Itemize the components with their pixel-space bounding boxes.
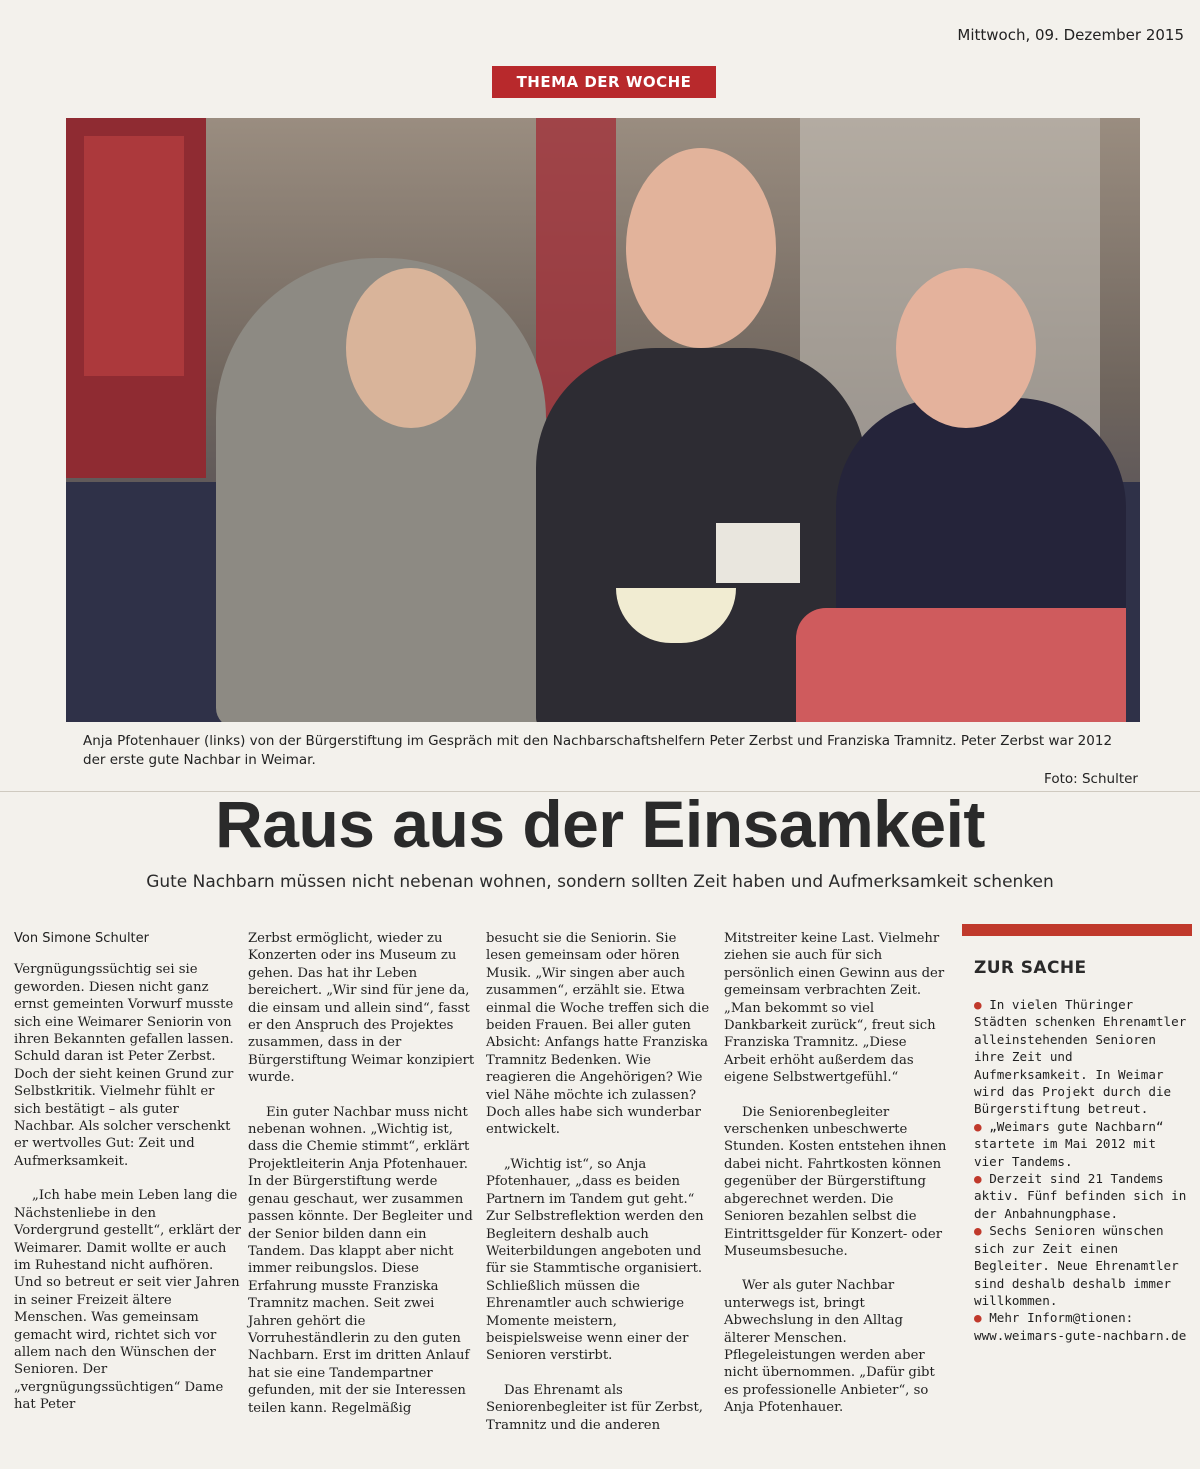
paragraph: „Ich habe mein Leben lang die Nächstenliebe in den Vordergrund gestellt“, erklärt der Weimarer. Damit wollte er auch im Ruhestand nicht aufhören. Und so betreut er seit vier Jahren in seiner Freizeit ältere Menschen. Was gemeinsam gemacht wird, richtet sich vor allem nach den Wünschen der Senioren. Der „vergnügungssüchtigen“ Dame hat Peter (14, 1188, 241, 1413)
bullet-icon: ● (974, 1171, 982, 1187)
bullet-icon: ● (974, 1310, 982, 1326)
fact-list (962, 996, 1192, 1344)
article-headline: Raus aus der Einsamkeit (215, 787, 985, 861)
fact-box-title: ZUR SACHE (974, 958, 1087, 978)
list-item: ● „Weimars gute Nachbarn“ startete im Mai 2012 mit vier Tandems. (974, 1118, 1164, 1169)
byline: Von Simone Schulter (14, 931, 149, 946)
article-column-1 (14, 930, 242, 1431)
article-photo (66, 118, 1140, 722)
photo-credit: Foto: Schulter (1044, 771, 1138, 787)
section-kicker: THEMA DER WOCHE (492, 66, 716, 98)
article-column-4 (724, 930, 952, 1434)
list-item: ● Derzeit sind 21 Tandems aktiv. Fünf befinden sich in der Anbahnungphase. (974, 1171, 1187, 1221)
list-item: ● In vielen Thüringer Städten schenken Ehrenamtler alleinstehenden Senioren ihre Zeit und Aufmerksamkeit. In Weimar wird das Projekt durch die Bürgerstiftung betreut. (974, 997, 1187, 1117)
paragraph: Wer als guter Nachbar unterwegs ist, bringt Abwechslung in den Alltag älterer Menschen. Pflegeleistungen werden aber nicht übernommen. „Dafür gibt es professionelle Anbieter“, so Anja Pfotenhauer. (724, 1278, 935, 1416)
article-column-2 (248, 930, 476, 1434)
paragraph: besucht sie die Seniorin. Sie lesen gemeinsam oder hören Musik. „Wir singen aber auch zusammen“, erzählt sie. Etwa einmal die Woche treffen sich die beiden Frauen. Bei aller guten Absicht: Anfangs hatte Franziska Tramnitz Bedenken. Wie reagieren die Angehörigen? Wie viel Nähe möchte ich zulassen? Doch alles habe sich wunderbar entwickelt. (486, 931, 710, 1138)
paragraph: Mitstreiter keine Last. Vielmehr ziehen sie auch für sich persönlich einen Gewinn aus der gemeinsam verbrachten Zeit. „Man bekommt so viel Dankbarkeit zurück“, freut sich Franziska Tramnitz. „Diese Arbeit erhöht außerdem das eigene Selbstwertgefühl.“ (724, 931, 945, 1086)
article-column-3 (486, 930, 714, 1451)
bullet-icon: ● (974, 1118, 982, 1134)
paragraph: Die Seniorenbegleiter verschenken unbeschwerte Stunden. Kosten entstehen ihnen dabei nicht. Fahrtkosten können gegenüber der Bürgerstiftung abgerechnet werden. Die Senioren bezahlen selbst die Eintrittsgelder für Konzert- oder Museumsbesuche. (724, 1104, 947, 1259)
paragraph: Zerbst ermöglicht, wieder zu Konzerten oder ins Museum zu gehen. Das hat ihr Leben bereichert. „Wir sind für jene da, die einsam und allein sind“, fasst er den Anspruch des Projektes zusammen, dass in der Bürgerstiftung Weimar konzipiert wurde. (248, 931, 475, 1086)
list-item: ● Mehr Inform@tionen: www.weimars-gute-nachbarn.de (974, 1310, 1187, 1343)
list-item: ● Sechs Senioren wünschen sich zur Zeit einen Begleiter. Neue Ehrenamtler sind deshalb deshalb immer willkommen. (974, 1223, 1179, 1308)
bullet-icon: ● (974, 1223, 982, 1239)
paragraph: „Wichtig ist“, so Anja Pfotenhauer, „dass es beiden Partnern im Tandem gut geht.“ Zur Selbstreflektion werden den Begleitern deshalb auch Weiterbildungen angeboten und für sie Stammtische organisiert. Schließlich müssen die Ehrenamtler auch schwierige Momente meistern, beispielsweise wenn einer der Senioren verstirbt. (486, 1156, 704, 1364)
paragraph: Das Ehrenamt als Seniorenbegleiter ist für Zerbst, Tramnitz und die anderen (486, 1382, 703, 1433)
article-subhead: Gute Nachbarn müssen nicht nebenan wohnen, sondern sollten Zeit haben und Aufmerksamkeit schenken (146, 872, 1054, 892)
paragraph: Ein guter Nachbar muss nicht nebenan wohnen. „Wichtig ist, dass die Chemie stimmt“, erklärt Projektleiterin Anja Pfotenhauer. In der Bürgerstiftung werde genau geschaut, wer zusammen passen könnte. Der Begleiter und der Senior bilden dann ein Tandem. Das klappt aber nicht immer reibungslos. Diese Erfahrung musste Franziska Tramnitz machen. Seit zwei Jahren gehört die Vorruheständlerin zu den guten Nachbarn. Erst im dritten Anlauf hat sie eine Tandempartner gefunden, mit der sie Interessen teilen kann. Regelmäßig (248, 1104, 473, 1416)
photo-caption (83, 732, 1138, 787)
fact-box-accent (962, 924, 1192, 936)
caption-text: Anja Pfotenhauer (links) von der Bürgerstiftung im Gespräch mit den Nachbarschaftshelfern Peter Zerbst und Franziska Tramnitz. Peter Zerbst war 2012 der erste gute Nachbar in Weimar. (83, 733, 1113, 768)
issue-date: Mittwoch, 09. Dezember 2015 (957, 26, 1184, 44)
fact-box (962, 924, 1192, 1344)
bullet-icon: ● (974, 997, 982, 1012)
paragraph: Vergnügungssüchtig sei sie geworden. Diesen nicht ganz ernst gemeinten Vorwurf musste sich eine Weimarer Seniorin von ihren Bekannten gefallen lassen. Schuld daran ist Peter Zerbst. Doch der sieht keinen Grund zur Selbstkritik. Vielmehr fühlt er sich bestätigt – als guter Nachbar. Als solcher verschenkt er wertvolles Gut: Zeit und Aufmerksamkeit. (14, 962, 234, 1169)
